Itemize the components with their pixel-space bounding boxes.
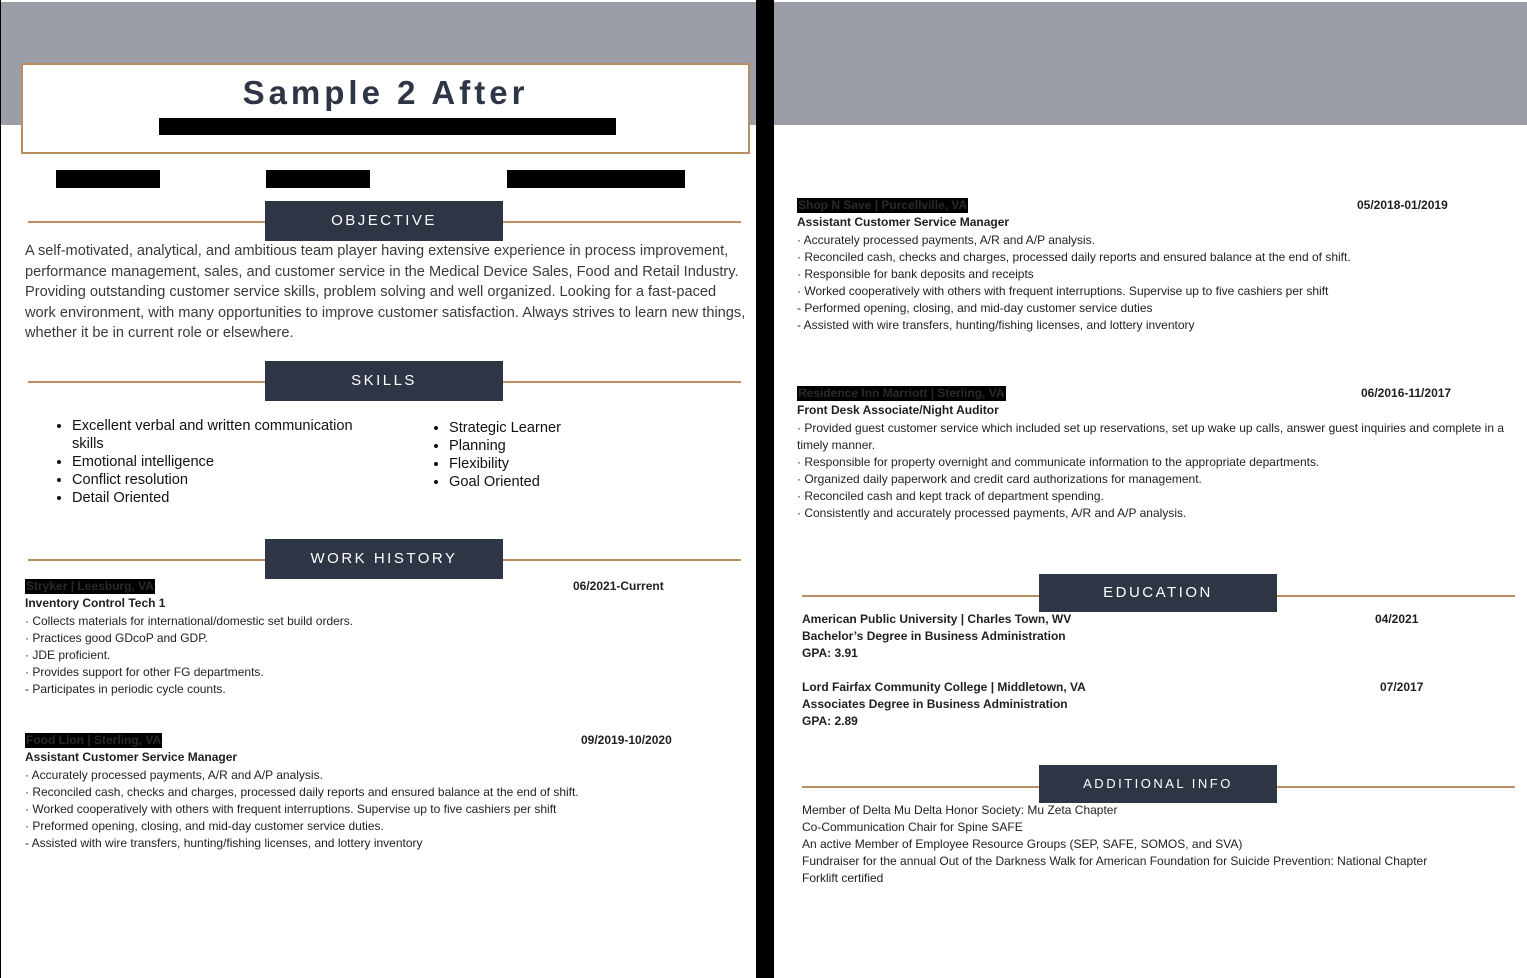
list-item: • Flexibility [449, 455, 699, 473]
list-item: - Participates in periodic cycle counts. [25, 682, 226, 696]
redacted-name [159, 118, 616, 135]
list-item: • Conflict resolution [72, 471, 382, 489]
list-item: Fundraiser for the annual Out of the Darkness Walk for American Foundation for Suicide Prevention: National Chapter [802, 854, 1428, 868]
list-item: • Strategic Learner [449, 419, 699, 437]
list-item: · Reconciled cash and kept track of department spending. [797, 489, 1104, 503]
list-item: · Organized daily paperwork and credit card authorizations for management. [797, 472, 1202, 486]
job-date: 09/2019-10/2020 [581, 733, 672, 747]
job-company: Stryker | Leesburg, VA [26, 579, 154, 593]
skills-list-col1 [25, 417, 382, 507]
job-company: Food Lion | Sterling, VA [26, 733, 162, 747]
list-item: · Consistently and accurately processed payments, A/R and A/P analysis. [797, 506, 1187, 520]
list-item: · Reconciled cash, checks and charges, processed daily reports and ensured balance at the end of shift. [25, 785, 579, 799]
list-item: - Performed opening, closing, and mid-day customer service duties [797, 301, 1153, 315]
job-company: Shop N Save | Purcellville, VA [798, 198, 968, 212]
list-item: · Provides support for other FG departments. [25, 665, 264, 679]
list-item: Co-Communication Chair for Spine SAFE [802, 820, 1023, 834]
list-item: · Reconciled cash, checks and charges, processed daily reports and ensured balance at the end of shift. [797, 250, 1351, 264]
job-date: 05/2018-01/2019 [1357, 198, 1448, 212]
redacted-contact-location [266, 170, 370, 188]
education-degree: Bachelor’s Degree in Business Administration [802, 629, 1066, 643]
education-date: 07/2017 [1380, 680, 1424, 694]
job-bullets [25, 767, 579, 852]
job-entry-shop-n-save [797, 198, 1517, 338]
job-bullets [25, 613, 353, 698]
additional-info-header: ADDITIONAL INFO [1039, 765, 1277, 803]
education-entry [802, 679, 1442, 730]
list-item: An active Member of Employee Resource Groups (SEP, SAFE, SOMOS, and SVA) [802, 837, 1243, 851]
job-bullets [797, 232, 1351, 334]
list-item: • Excellent verbal and written communication skills [72, 417, 382, 453]
redacted-contact-email [507, 170, 685, 188]
job-title: Inventory Control Tech 1 [25, 596, 166, 610]
job-entry-stryker [25, 579, 745, 699]
skills-header: SKILLS [265, 361, 503, 401]
education-school: American Public University | Charles Town, WV [802, 612, 1072, 626]
education-gpa: GPA: 2.89 [802, 714, 858, 728]
education-degree: Associates Degree in Business Administration [802, 697, 1068, 711]
list-item: • Goal Oriented [449, 473, 699, 491]
education-gpa: GPA: 3.91 [802, 646, 858, 660]
list-item: · Accurately processed payments, A/R and A/P analysis. [25, 768, 323, 782]
job-title: Front Desk Associate/Night Auditor [797, 403, 999, 417]
list-item: · JDE proficient. [25, 648, 111, 662]
list-item: · Collects materials for international/domestic set build orders. [25, 614, 354, 628]
resume-page-right [774, 0, 1527, 978]
list-item: · Responsible for property overnight and communicate information to the appropriate departments. [797, 455, 1320, 469]
work-history-header: WORK HISTORY [265, 539, 503, 579]
education-school: Lord Fairfax Community College | Middletown, VA [802, 680, 1086, 694]
list-item: · Worked cooperatively with others with frequent interruptions. Supervise up to five cashiers per shift [797, 284, 1329, 298]
skills-list-col2 [402, 419, 699, 491]
job-entry-residence-inn [797, 386, 1507, 526]
resume-page-left [1, 0, 756, 978]
list-item: · Responsible for bank deposits and receipts [797, 267, 1034, 281]
list-item: · Provided guest customer service which included set up reservations, set up wake up calls, answer guest inquiries and complete in a timely manner. [797, 421, 1505, 452]
list-item: • Detail Oriented [72, 489, 382, 507]
redacted-contact-phone [56, 170, 160, 188]
job-date: 06/2021-Current [573, 579, 664, 593]
list-item: Member of Delta Mu Delta Honor Society: Mu Zeta Chapter [802, 803, 1118, 817]
list-item: Forklift certified [802, 871, 884, 885]
job-title: Assistant Customer Service Manager [797, 215, 1010, 229]
list-item: - Assisted with wire transfers, hunting/fishing licenses, and lottery inventory [25, 836, 423, 850]
job-bullets [797, 420, 1507, 522]
objective-header: OBJECTIVE [265, 201, 503, 241]
education-entry [802, 611, 1442, 662]
list-item: · Accurately processed payments, A/R and A/P analysis. [797, 233, 1095, 247]
page-banner [774, 2, 1527, 125]
list-item: · Practices good GDcoP and GDP. [25, 631, 208, 645]
title-box [21, 63, 750, 154]
list-item: - Assisted with wire transfers, hunting/fishing licenses, and lottery inventory [797, 318, 1195, 332]
resume-title: Sample 2 After [242, 74, 529, 111]
list-item: · Worked cooperatively with others with frequent interruptions. Supervise up to five cashiers per shift [25, 802, 557, 816]
objective-text: A self-motivated, analytical, and ambitious team player having extensive experience in process improvement, performance management, sales, and customer service in the Medical Device Sales, Food and Retail Industry. Providing outstanding customer service skills, problem solving and well organized. Looking for a fast-paced work environment, with many opportunities to improve customer satisfaction. Always strives to learn new things, whether it be in current role or elsewhere. [25, 243, 746, 341]
list-item: • Emotional intelligence [72, 453, 382, 471]
list-item: • Planning [449, 437, 699, 455]
job-company: Residence Inn Marriott | Sterling, VA [798, 386, 1005, 400]
job-entry-food-lion [25, 733, 745, 853]
additional-info-list [802, 802, 1427, 887]
education-date: 04/2021 [1375, 612, 1419, 626]
list-item: · Preformed opening, closing, and mid-day customer service duties. [25, 819, 384, 833]
job-title: Assistant Customer Service Manager [25, 750, 238, 764]
job-date: 06/2016-11/2017 [1361, 386, 1452, 400]
education-header: EDUCATION [1039, 574, 1277, 612]
